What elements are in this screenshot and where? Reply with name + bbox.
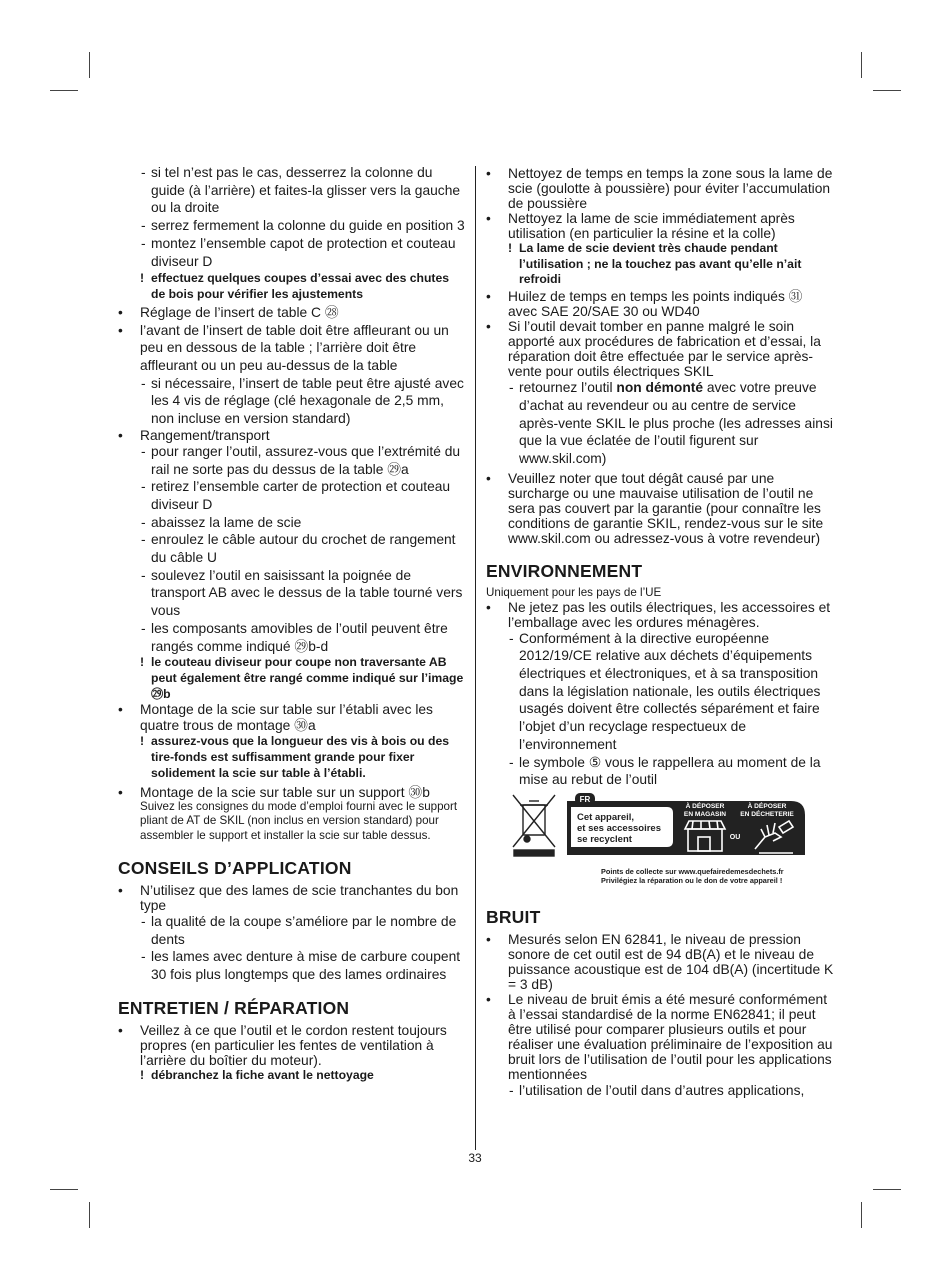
crop-mark [861,52,862,78]
dump-label-1: À DÉPOSER [747,802,787,810]
warning-note: ! assurez-vous que la longueur des vis à bois ou des tire-fonds est suffisamment grande pour fixer solidement la scie sur table à l’établi. [118,734,466,781]
bullet-item [118,322,466,375]
bullet-text: l’avant de l’insert de table doit être affleurant ou un peu en dessous de la table ; l’arrière doit être affleurant ou un peu au-dessus de la table [140,322,449,374]
bullet-item: • Ne jetez pas les outils électriques, les accessoires et l’emballage avec les ordures ménagères. [486,600,834,630]
crop-mark [861,1202,862,1228]
bullet-item: • Mesurés selon EN 62841, le niveau de pression sonore de cet outil est de 94 dB(A) et le niveau de puissance acoustique est de 104 dB(A) (incertitude K = 3 dB) [486,932,834,992]
section-heading-entretien: ENTRETIEN / RÉPARATION [118,997,350,1018]
country-code: FR [579,794,591,804]
bullet-text: Montage de la scie sur table sur l’établi avec les quatre trous de montage ㉚a [140,702,433,734]
crop-mark [89,1202,90,1228]
crossed-bin-icon [513,795,555,856]
store-label-2: EN MAGASIN [683,810,727,818]
badge-note-repair: Privilégiez la réparation ou le don de votre appareil ! [601,875,783,885]
or-label: OU [729,833,741,841]
dash-item: - retirez l’ensemble carter de protection et couteau diviseur D [118,478,466,513]
warning-note: ! effectuez quelques coupes d’essai avec des chutes de bois pour vérifier les ajustements [118,271,466,302]
section-heading-bruit: BRUIT [486,906,541,927]
bullet-item: • Montage de la scie sur table sur un support ㉚b [118,785,466,800]
dash-item: - la qualité de la coupe s’améliore par le nombre de dents [118,913,466,948]
dash-item: - montez l’ensemble capot de protection et couteau diviseur D [118,235,466,270]
dash-item: - si tel n’est pas le cas, desserrez la colonne du guide (à l’arrière) et faites-la glisser vers la gauche ou la droite [118,164,466,217]
dash-item: - Conformément à la directive européenne 2012/19/CE relative aux déchets d’équipements électriques et électroniques, et à sa transposition dans la législation nationale, les outils électriques usagés doivent être collectés séparément et faire l’objet d’un recyclage respectueux de l’environnement [486,630,834,754]
eu-only-note: Uniquement pour les pays de l’UE [486,585,662,599]
store-label-1: À DÉPOSER [685,802,725,810]
dash-item: - les lames avec denture à mise de carbure coupent 30 fois plus longtemps que des lames ordinaires [118,948,466,983]
bullet-item: • Rangement/transport [118,428,466,443]
left-column [118,164,466,1084]
badge-text-line2: et ses accessoires [577,822,661,834]
badge-text-line3: se recyclent [577,833,632,845]
warning-note: ! La lame de scie devient très chaude pendant l’utilisation ; ne la touchez pas avant qu’elle n’ait refroidi [486,241,834,288]
bullet-item: • Si l’outil devait tomber en panne malgré le soin apporté aux procédures de fabrication et d’essai, la réparation doit être effectuée par le service après-vente pour outils électriques SKIL [486,319,834,379]
crop-mark [873,90,901,91]
bullet-item: • Veuillez noter que tout dégât causé par une surcharge ou une mauvaise utilisation de l’outil ne sera pas couvert par la garantie (pour connaître les conditions de garantie SKIL, rendez-vous sur le site www.skil.com ou adressez-vous à votre revendeur) [486,471,834,546]
dash-item: - pour ranger l’outil, assurez-vous que l’extrémité du rail ne sorte pas du dessus de la table ㉙a [118,443,466,478]
dash-item: - si nécessaire, l’insert de table peut être ajusté avec les 4 vis de réglage (clé hexagonale de 2,5 mm, non incluse en version standard) [118,375,466,428]
section-heading-environnement: ENVIRONNEMENT [486,560,643,581]
bullet-item: • N’utilisez que des lames de scie tranchantes du bon type [118,883,466,913]
bold-emphasis: non démonté [616,380,704,396]
badge-note-collect: Points de collecte sur www.quefairedemesdechets.fr [601,866,784,876]
dash-text: retournez l’outil [519,380,617,396]
right-column [486,166,834,1100]
recycling-badge [509,793,805,883]
bullet-item: • Nettoyez la lame de scie immédiatement après utilisation (en particulier la résine et la colle) [486,211,834,241]
bullet-item: • Veillez à ce que l’outil et le cordon restent toujours propres (en particulier les fentes de ventilation à l’arrière du boîtier du moteur). [118,1023,466,1068]
section-heading-conseils: CONSEILS D’APPLICATION [118,858,352,878]
crop-mark [50,1189,78,1190]
bullet-item: • Nettoyez de temps en temps la zone sous la lame de scie (goulotte à poussière) pour éviter l’accumulation de poussière [486,166,834,211]
crop-mark [50,90,78,91]
dash-item [486,379,834,468]
bullet-item: • Huilez de temps en temps les points indiqués ㉛ avec SAE 20/SAE 30 ou WD40 [486,289,834,319]
dash-text: avec votre preuve d’achat au revendeur ou au centre de service après-vente SKIL le plus proche (les adresses ainsi que la vue éclatée de l’outil figurent sur www.skil.com) [519,380,833,466]
warning-note: ! le couteau diviseur pour coupe non traversante AB peut également être rangé comme indiqué sur l’image ㉙b [118,655,466,702]
badge-notes [601,867,784,885]
bullet-item: • Le niveau de bruit émis a été mesuré conformément à l’essai standardisé de la norme EN62841; il peut être utilisé pour comparer plusieurs outils et pour réaliser une évaluation préliminaire de l’exposition au bruit lors de l’utilisation de l’outil pour les applications mentionnées [486,992,834,1082]
dash-item: - les composants amovibles de l’outil peuvent être rangés comme indiqué ㉙b-d [118,620,466,655]
dash-item: - l’utilisation de l’outil dans d’autres applications, [486,1082,834,1100]
crop-mark [873,1189,901,1190]
support-note: Suivez les consignes du mode d’emploi fourni avec le support pliant de AT de SKIL (non inclus en version standard) pour assembler le support et installer la scie sur table dessus. [140,799,458,842]
dash-item: - abaissez la lame de scie [118,514,466,532]
crop-mark [89,52,90,78]
dash-item: - serrez fermement la colonne du guide en position 3 [118,217,466,235]
recycling-badge-graphic [509,793,805,867]
dash-item: - enroulez le câble autour du crochet de rangement du câble U [118,531,466,566]
page-number: 33 [468,1151,482,1165]
dash-item: - le symbole ⑤ vous le rappellera au moment de la mise au rebut de l’outil [486,754,834,789]
badge-text-line1: Cet appareil, [577,811,635,823]
bullet-item: • Réglage de l’insert de table C ㉘ [118,305,466,320]
bullet-item [118,702,466,734]
warning-note: ! débranchez la fiche avant le nettoyage [118,1068,466,1084]
dump-label-2: EN DÉCHETERIE [740,810,794,818]
column-divider [475,166,476,1150]
dash-item: - soulevez l’outil en saisissant la poignée de transport AB avec le dessus de la table tourné vers vous [118,567,466,620]
